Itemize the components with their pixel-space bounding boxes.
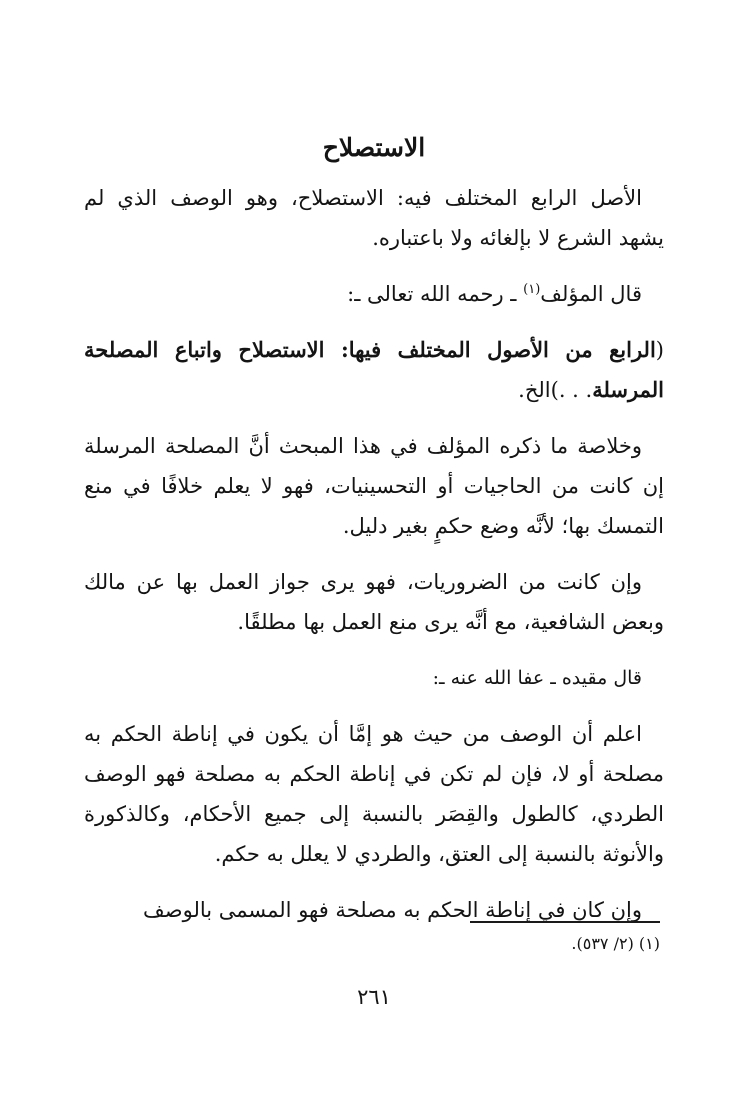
paragraph-continuation: وإن كان في إناطة الحكم به مصلحة فهو المسمى بالوصف — [143, 898, 642, 922]
page-number: ٢٦١ — [357, 985, 391, 1009]
footnote-divider — [470, 921, 660, 923]
footnote: (١) (٢/ ٥٣٧). — [571, 934, 660, 953]
quote-close: . . .)الخ. — [518, 378, 593, 402]
author-intro-text: قال المؤلف — [540, 282, 642, 306]
paragraph-explanation: اعلم أن الوصف من حيث هو إمَّا أن يكون في إناطة الحكم به مصلحة أو لا، فإن لم تكن في إناطة الحكم به مصلحة فهو الوصف الطردي، كالطول والقِصَر بالنسبة إلى جميع الأحكام، وكالذكورة والأنوثة بالنسبة إلى العتق، والطردي لا يعلل به حكم. — [84, 722, 664, 866]
quote-bold-text: الرابع من الأصول المختلف فيها: الاستصلاح واتباع المصلحة المرسلة — [84, 337, 664, 402]
section-title: الاستصلاح — [322, 133, 426, 162]
author-intro-suffix: ـ رحمه الله تعالى ـ: — [347, 282, 524, 306]
paragraph-necessities: وإن كانت من الضروريات، فهو يرى جواز العمل بها عن مالك وبعض الشافعية، مع أنَّه يرى منع العمل بها مطلقًا. — [84, 570, 664, 634]
paragraph-summary: وخلاصة ما ذكره المؤلف في هذا المبحث أنَّ المصلحة المرسلة إن كانت من الحاجيات أو التحسينيات، فهو لا يعلم خلافًا في منع التمسك بها؛ لأنَّه وضع حكمٍ بغير دليل. — [84, 434, 664, 538]
footnote-marker[interactable]: (١) — [523, 282, 541, 297]
main-text — [84, 178, 664, 946]
paragraph-author-intro — [84, 274, 664, 314]
paragraph-commentator: قال مقيده ـ عفا الله عنه ـ: — [432, 667, 642, 689]
paragraph-quote — [84, 330, 664, 410]
paragraph-definition: الأصل الرابع المختلف فيه: الاستصلاح، وهو الوصف الذي لم يشهد الشرع لا بإلغائه ولا باعتباره. — [84, 186, 664, 250]
quote-open: ( — [655, 338, 664, 362]
